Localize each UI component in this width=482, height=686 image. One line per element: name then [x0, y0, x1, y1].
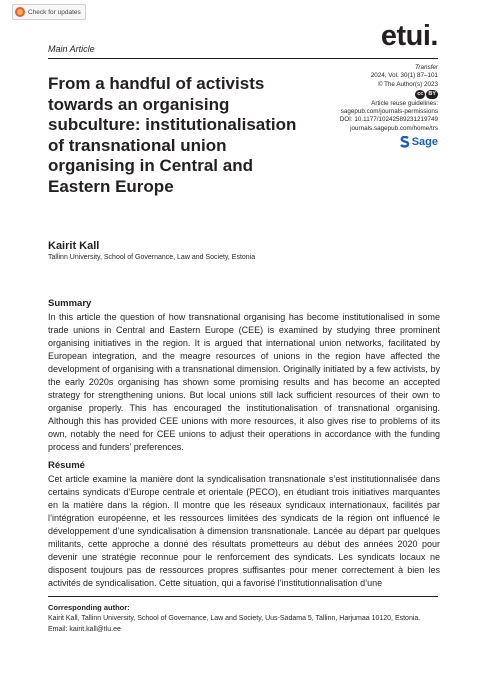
sage-logo	[288, 136, 438, 148]
author-affiliation: Tallinn University, School of Governance, Law and Society, Estonia	[48, 254, 256, 261]
journal-name: Transfer	[415, 64, 438, 71]
check-for-updates-label: Check for updates	[28, 8, 81, 16]
crossmark-icon	[15, 7, 25, 17]
cc-license-icon[interactable]	[415, 90, 438, 99]
resume-text: Cet article examine la manière dont la syndicalisation transnationale s’est institutionnalisée dans certains syndicats d’Europe centrale et orientale (PECO), en étudiant trois initiatives marquantes en la matière dans la région. Il montre que les réseaux syndicaux internationaux, facilités par l’intégration européenne, et les ressources limitées des syndicats de la région ont influencé le développement d’une syndicalisation à dimension transnationale. Lancée au départ par quelques militants, cette approche a donné des résultats prometteurs au début des années 2020 pour devenir une stratégie reconnue pour le renforcement des syndicats. Les syndicats locaux ne disposent toujours pas de ressources propres suffisantes pour mener correctement à bien les activités de syndicalisation. Cette situation, qui a favorisé l’institutionnalisation d’une	[48, 474, 440, 588]
sage-logo-icon	[400, 136, 410, 148]
cc-badge: cc	[417, 90, 424, 97]
summary-heading: Summary	[48, 298, 92, 309]
resume-heading: Résumé	[48, 460, 85, 471]
summary-text: In this article the question of how transnational organising has become institutionalised in some trade unions in Central and Eastern Europe (CEE) is examined by studying three prominent organising initiatives in the region. It is argued that international union networks, facilitated by European integration, and the meagre resources of unions in the region have affected the development of organising with a transnational dimension. Originally initiated by a few activists, by the early 2020s organising has shown some promising results and has become an accepted strategy for strengthening unions. But local unions still lack sufficient resources of their own to organise properly. This has encouraged the institutionalisation of transnational organising. Although this has provided CEE unions with more resources, it also gives rise to problems of its own, notably the need for CEE unions to adjust their operations in accordance with the funding process and funders’ preferences.	[48, 312, 440, 452]
citation: 2024, Vol. 30(1) 87–101	[370, 72, 438, 80]
footnote-divider	[48, 596, 438, 597]
check-for-updates-badge[interactable]	[12, 4, 86, 20]
section-label: Main Article	[48, 44, 95, 54]
reuse-guidelines-label: Article reuse guidelines:	[371, 99, 438, 107]
corresponding-author-heading: Corresponding author:	[48, 603, 130, 612]
journal-url-link[interactable]: journals.sagepub.com/home/trs	[350, 124, 438, 132]
permissions-link[interactable]: sagepub.com/journals-permissions	[340, 108, 438, 116]
author-name: Kairit Kall	[48, 240, 100, 252]
corresponding-author-email[interactable]: Email: kairit.kall@tlu.ee	[48, 626, 121, 633]
header-divider	[48, 58, 438, 59]
publisher-name: Sage	[411, 135, 438, 148]
article-title: From a handful of activists towards an organising subculture: institutionalisation of transnational union organising in Central and Eastern Europe	[48, 74, 297, 196]
by-badge: BY	[428, 90, 436, 97]
corresponding-author-address: Kairit Kall, Tallinn University, School of Governance, Law and Society, Uus-Sadama 5, Tallinn, Harjumaa 10120, Estonia.	[48, 615, 421, 622]
article-metadata	[288, 64, 438, 148]
copyright: © The Author(s) 2023	[377, 80, 438, 88]
etui-logo: etui.	[380, 20, 438, 52]
doi[interactable]: DOI: 10.1177/10242589231219749	[339, 116, 438, 124]
